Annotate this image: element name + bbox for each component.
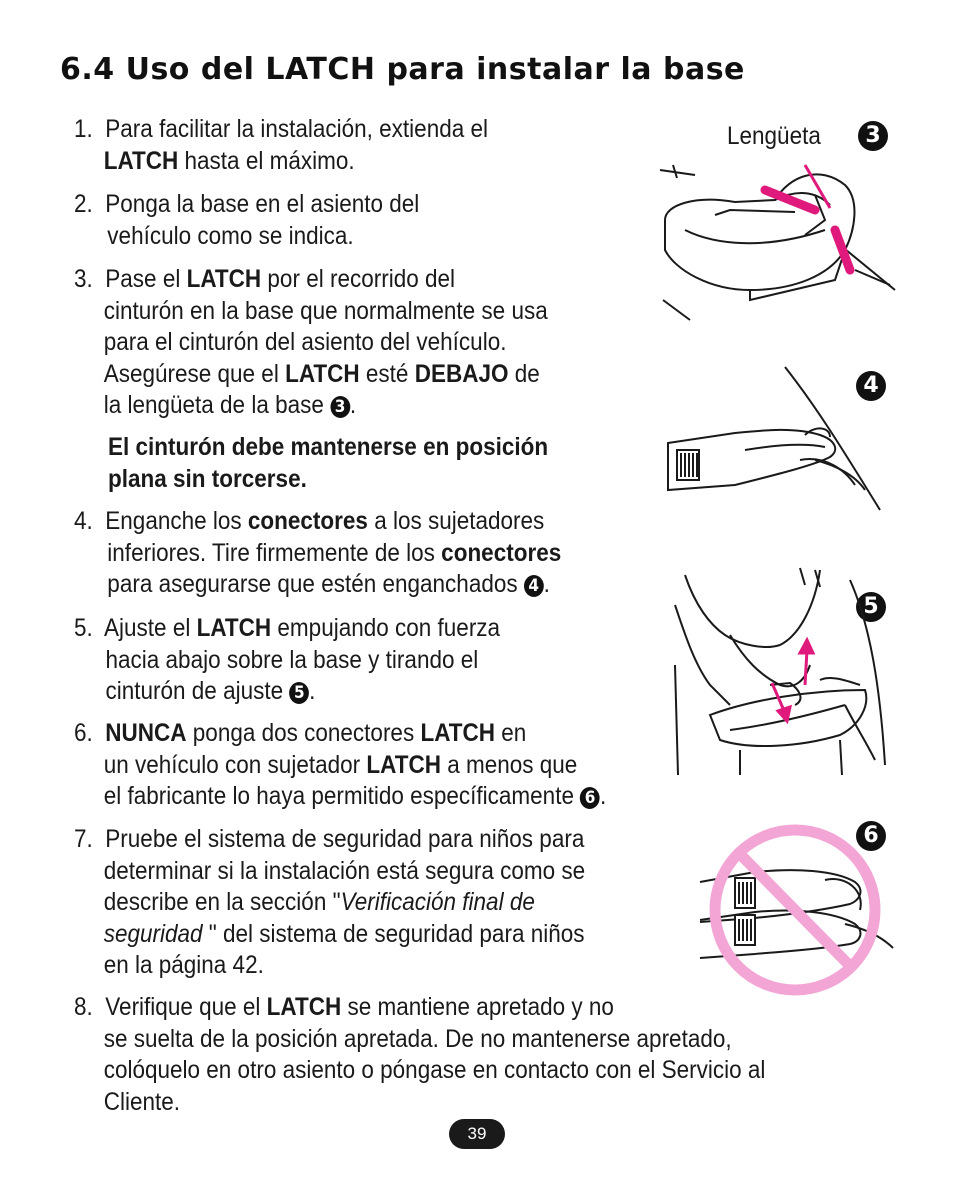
lengueta-label: Lengüeta — [727, 122, 821, 150]
fig-3-badge: 3 — [858, 121, 888, 151]
step-5: 5. Ajuste el LATCH empujando con fuerza hacia abajo sobre la base y tirando el cinturón de ajuste 5 . — [74, 614, 501, 705]
step-1: 1. Para facilitar la instalación, extienda el LATCH hasta el máximo. — [74, 115, 488, 175]
step-2: 2. Ponga la base en el asiento del vehículo como se indica. — [74, 190, 420, 250]
step-3-warning: El cinturón debe mantenerse en posición plana sin torcerse. — [108, 433, 549, 493]
fig-4-badge: 4 — [856, 371, 886, 401]
fig-6-badge: 6 — [856, 821, 886, 851]
step-6: 6. NUNCA ponga dos conectores LATCH en un vehículo con sujetador LATCH a menos que el fabricante lo haya permitido específicamente 6 . — [74, 719, 607, 810]
ref-6-icon: 6 — [580, 787, 600, 809]
fig-5-badge: 5 — [856, 592, 886, 622]
step-8: 8. Verifique que el LATCH se mantiene apretado y no se suelta de la posición apretada. De no mantenerse apretado, colóquelo en otro asiento o póngase en contacto con el Servicio al Cliente. — [74, 993, 766, 1116]
step-3: 3. Pase el LATCH por el recorrido del cinturón en la base que normalmente se usa para el cinturón del asiento del vehículo. Asegúrese que el LATCH esté DEBAJO de la lengüeta de la base 3 . — [74, 265, 548, 419]
ref-4-icon: 4 — [524, 575, 544, 597]
prohibited-double-connector-illustration — [695, 820, 895, 1000]
step-7: 7. Pruebe el sistema de seguridad para niños para determinar si la instalación está segura como se describe en la sección "Verificación final de seguridad " del sistema de seguridad para niños en la página 42. — [74, 825, 586, 979]
page-number: 39 — [449, 1119, 505, 1149]
connector-attached-illustration — [665, 365, 885, 515]
ref-5-icon: 5 — [289, 682, 309, 704]
step-4: 4. Enganche los conectores a los sujetadores inferiores. Tire firmemente de los conectores para asegurarse que estén enganchados 4 . — [74, 507, 562, 598]
section-title: 6.4 Uso del LATCH para instalar la base — [60, 52, 745, 87]
tighten-latch-illustration — [670, 565, 895, 780]
ref-3-icon: 3 — [330, 396, 350, 418]
base-installation-illustration — [655, 160, 900, 325]
